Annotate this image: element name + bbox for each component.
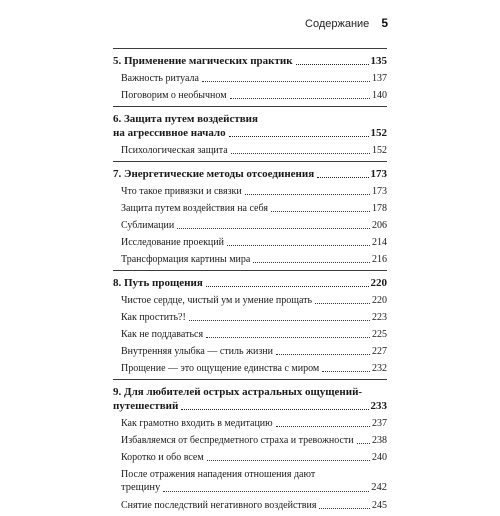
toc-entry[interactable] — [113, 345, 387, 358]
toc-entry-multiline[interactable] — [113, 468, 387, 495]
entry-title: Защита путем воздействия на себя — [121, 203, 268, 214]
entry-page: 220 — [372, 295, 387, 306]
toc-section-5 — [113, 49, 387, 106]
toc-entry[interactable] — [113, 72, 387, 85]
toc-entry[interactable] — [113, 202, 387, 215]
dot-leader — [253, 262, 370, 263]
toc-entry[interactable] — [113, 451, 387, 464]
dot-leader — [276, 354, 370, 355]
dot-leader — [227, 245, 370, 246]
entry-page: 237 — [372, 418, 387, 429]
entry-title: Чистое сердце, чистый ум и умение прощать — [121, 295, 313, 306]
dot-leader — [245, 194, 370, 195]
section-heading[interactable] — [113, 276, 387, 290]
entry-title-line1: После отражения нападения отношения дают — [121, 469, 316, 480]
entry-title: Психологическая защита — [121, 145, 228, 156]
entry-title: Важность ритуала — [121, 73, 199, 84]
section-title: 8. Путь прощения — [113, 277, 203, 289]
dot-leader — [271, 211, 370, 212]
section-title-line1: 6. Защита путем воздействия — [113, 113, 258, 125]
toc-entry[interactable] — [113, 89, 387, 102]
entry-page: 140 — [372, 90, 387, 101]
entry-title: Снятие последствий негативного воздействия — [121, 500, 317, 511]
toc-entry[interactable] — [113, 499, 387, 512]
entry-title: Избавляемся от беспредметного страха и тревожности — [121, 435, 354, 446]
running-head — [305, 16, 388, 30]
dot-leader — [206, 337, 370, 338]
section-page: 152 — [370, 127, 387, 139]
entry-page: 245 — [372, 500, 387, 511]
toc-entry[interactable] — [113, 219, 387, 232]
dot-leader — [315, 303, 370, 304]
toc-section-8 — [113, 271, 387, 379]
section-page: 233 — [370, 400, 387, 412]
entry-title: Трансформация картины мира — [121, 254, 251, 265]
toc-entry[interactable] — [113, 328, 387, 341]
entry-title: трещину — [121, 482, 161, 493]
entry-page: 137 — [372, 73, 387, 84]
toc-entry[interactable] — [113, 434, 387, 447]
entry-page: 178 — [372, 203, 387, 214]
section-title-line1: 9. Для любителей острых астральных ощущений- — [113, 386, 363, 398]
toc-entry[interactable] — [113, 144, 387, 157]
dot-leader — [189, 320, 370, 321]
section-heading[interactable] — [113, 399, 387, 413]
section-heading[interactable] — [113, 126, 387, 140]
dot-leader — [230, 98, 370, 99]
section-page: 173 — [370, 168, 387, 180]
dot-leader — [163, 491, 369, 492]
page-number: 5 — [381, 16, 388, 30]
toc-section-6 — [113, 107, 387, 161]
table-of-contents — [113, 48, 387, 516]
section-title: 7. Энергетические методы отсоединения — [113, 168, 315, 180]
entry-title: Коротко и обо всем — [121, 452, 204, 463]
section-page: 135 — [370, 55, 387, 67]
dot-leader — [181, 409, 368, 410]
entry-title: Сублимации — [121, 220, 175, 231]
toc-entry[interactable] — [113, 294, 387, 307]
entry-page: 227 — [372, 346, 387, 357]
section-heading[interactable] — [113, 167, 387, 181]
section-title: 5. Применение магических практик — [113, 55, 293, 67]
dot-leader — [276, 426, 370, 427]
entry-title: Внутренняя улыбка — стиль жизни — [121, 346, 273, 357]
dot-leader — [206, 286, 369, 287]
dot-leader — [322, 371, 370, 372]
toc-section-9 — [113, 380, 387, 516]
dot-leader — [229, 136, 369, 137]
toc-entry[interactable] — [113, 362, 387, 375]
section-heading[interactable] — [113, 54, 387, 68]
entry-title: Как не поддаваться — [121, 329, 204, 340]
dot-leader — [317, 177, 368, 178]
toc-entry[interactable] — [113, 253, 387, 266]
entry-page: 216 — [372, 254, 387, 265]
section-title: на агрессивное начало — [113, 127, 226, 139]
entry-page: 242 — [371, 482, 387, 493]
toc-entry[interactable] — [113, 236, 387, 249]
entry-title: Как грамотно входить в медитацию — [121, 418, 273, 429]
entry-title: Как простить?! — [121, 312, 186, 323]
entry-title: Прощение — это ощущение единства с миром — [121, 363, 320, 374]
running-head-title: Содержание — [305, 18, 370, 30]
entry-title: Исследование проекций — [121, 237, 224, 248]
section-page: 220 — [370, 277, 387, 289]
toc-section-7 — [113, 162, 387, 270]
entry-page: 223 — [372, 312, 387, 323]
entry-title: Что такое привязки и связки — [121, 186, 242, 197]
entry-title: Поговорим о необычном — [121, 90, 227, 101]
dot-leader — [231, 153, 370, 154]
dot-leader — [207, 460, 370, 461]
entry-page: 173 — [372, 186, 387, 197]
entry-page: 152 — [372, 145, 387, 156]
dot-leader — [296, 64, 369, 65]
toc-entry[interactable] — [113, 185, 387, 198]
toc-entry[interactable] — [113, 311, 387, 324]
entry-page: 240 — [372, 452, 387, 463]
dot-leader — [177, 228, 370, 229]
dot-leader — [319, 508, 370, 509]
toc-entry[interactable] — [113, 417, 387, 430]
section-title: путешествий — [113, 400, 179, 412]
entry-page: 214 — [372, 237, 387, 248]
toc-entry — [121, 481, 387, 495]
entry-page: 238 — [372, 435, 387, 446]
entry-page: 232 — [372, 363, 387, 374]
entry-page: 225 — [372, 329, 387, 340]
entry-page: 206 — [372, 220, 387, 231]
dot-leader — [202, 81, 370, 82]
dot-leader — [357, 443, 370, 444]
